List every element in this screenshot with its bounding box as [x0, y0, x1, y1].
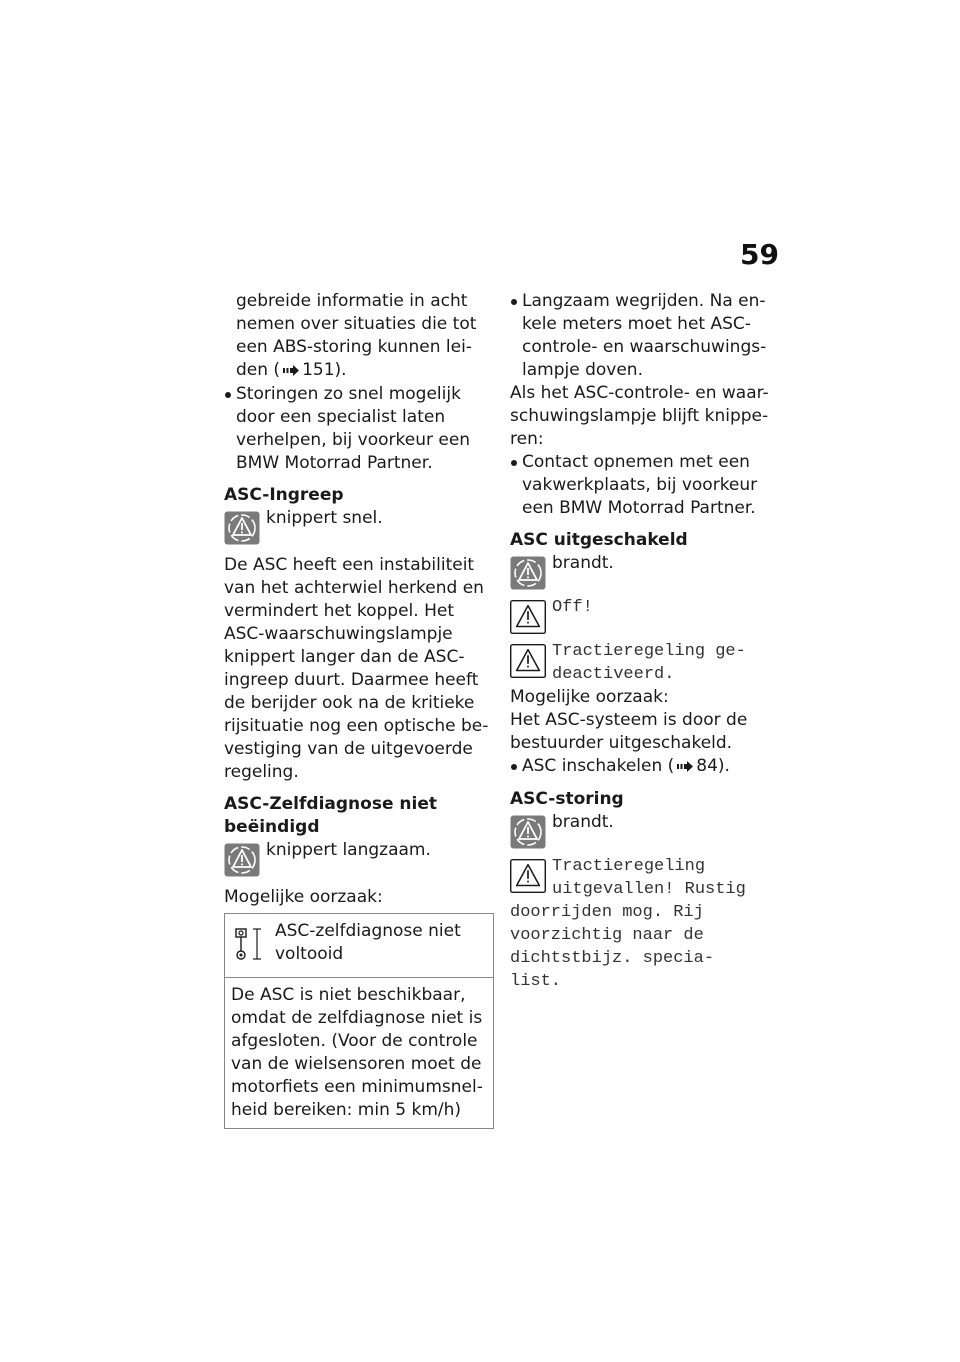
- body-line: de berijder ook na de kritieke: [224, 693, 475, 713]
- left-column: [224, 290, 494, 1129]
- general-warning-triangle-icon: [510, 859, 546, 893]
- table-line: afgesloten. (Voor de controle: [231, 1031, 478, 1051]
- table-head-line: ASC-zelfdiagnose niet: [275, 921, 461, 941]
- cause-table-title: [275, 920, 461, 969]
- general-warning-triangle-icon: [510, 600, 546, 634]
- body-line: regeling.: [224, 762, 299, 782]
- display-line: Tractieregeling: [552, 857, 706, 876]
- body-line: Als het ASC-controle- en waar-: [510, 383, 769, 403]
- cause-table-body: [225, 978, 493, 1128]
- heading-line: beëindigd: [224, 817, 320, 837]
- intro-last-prefix: den (: [236, 360, 281, 380]
- table-line: van de wielsensoren moet de: [231, 1054, 482, 1074]
- bullet-line: Contact opnemen met een: [510, 451, 782, 474]
- display-line: deactiveerd.: [552, 665, 675, 684]
- cause-label: Mogelijke oorzaak:: [224, 887, 383, 907]
- bullet-line: controle- en waarschuwings-: [522, 337, 767, 357]
- page-number: 59: [740, 238, 779, 271]
- asc-warning-lamp-icon: [510, 815, 546, 849]
- display-fault-block: [510, 855, 782, 993]
- body-line: vermindert het koppel. Het: [224, 601, 454, 621]
- bullet-line: Storingen zo snel mogelijk: [224, 383, 494, 406]
- asc-ingreep-body: [224, 554, 494, 784]
- cause-line: Het ASC-systeem is door de: [510, 710, 748, 730]
- table-head-line: voltooid: [275, 944, 344, 964]
- intro-ref: 151).: [302, 360, 347, 380]
- lamp-row-asc-fault: [510, 811, 782, 849]
- right-column: [510, 290, 782, 993]
- display-line: Tractieregeling ge-: [552, 642, 746, 661]
- lamp-row-asc-off: [510, 552, 782, 590]
- heading-line: ASC-Zelfdiagnose niet: [224, 794, 437, 814]
- intro-line-ref: [224, 359, 494, 383]
- display-fault-row: [510, 855, 782, 901]
- table-line: De ASC is niet beschikbaar,: [231, 985, 466, 1005]
- body-line: De ASC heeft een instabiliteit: [224, 555, 475, 575]
- heading-asc-diag: [224, 793, 494, 839]
- lamp-row-asc-ingreep: [224, 507, 494, 545]
- display-line: voorzichtig naar de: [510, 926, 704, 945]
- bullet-enable-asc: [510, 755, 782, 779]
- intro-line: gebreide informatie in acht: [236, 291, 468, 311]
- bullet-slow: [510, 290, 782, 382]
- display-line: list.: [510, 972, 562, 991]
- lamp-row-asc-diag: [224, 839, 494, 877]
- body-line: ren:: [510, 429, 544, 449]
- bullet-ref: 84).: [696, 756, 730, 776]
- bullet-line: een BMW Motorrad Partner.: [522, 498, 756, 518]
- lamp-text: knippert snel.: [266, 508, 383, 528]
- asc-warning-lamp-icon: [224, 511, 260, 545]
- body-line: vestiging van de uitgevoerde: [224, 739, 473, 759]
- reference-arrow-icon: [677, 756, 693, 779]
- cause-table-head: [225, 914, 493, 978]
- bullet-line: lampje doven.: [522, 360, 643, 380]
- bullet-line: Langzaam wegrijden. Na en-: [510, 290, 782, 313]
- bullet-repair: [224, 383, 494, 475]
- lamp-text: knippert langzaam.: [266, 840, 431, 860]
- reference-arrow-icon: [283, 360, 299, 383]
- body-line: van het achterwiel herkend en: [224, 578, 484, 598]
- body-line: ASC-waarschuwingslampje: [224, 624, 453, 644]
- table-line: motorfiets een minimumsnel-: [231, 1077, 483, 1097]
- if-blinks: [510, 382, 782, 451]
- cause-table: [224, 913, 494, 1129]
- body-line: ingreep duurt. Daarmee heeft: [224, 670, 479, 690]
- bullet-line: BMW Motorrad Partner.: [236, 453, 433, 473]
- bullet-line: kele meters moet het ASC-: [522, 314, 751, 334]
- intro-line: nemen over situaties die tot: [236, 314, 477, 334]
- display-line: dichtstbijz. specia-: [510, 949, 715, 968]
- bullet-prefix: ASC inschakelen (: [522, 756, 675, 776]
- display-message: [552, 640, 746, 686]
- lamp-text: brandt.: [552, 812, 614, 832]
- heading-asc-off: ASC uitgeschakeld: [510, 530, 688, 550]
- display-message-head: [552, 855, 746, 901]
- body-line: schuwingslampje blijft knippe-: [510, 406, 769, 426]
- cause-label: Mogelijke oorzaak:: [510, 687, 669, 707]
- bullet-line: verhelpen, bij voorkeur een: [236, 430, 471, 450]
- display-deactivated-row: [510, 640, 782, 686]
- general-warning-triangle-icon: [510, 644, 546, 678]
- table-line: heid bereiken: min 5 km/h): [231, 1100, 462, 1120]
- bullet-line: door een specialist laten: [236, 407, 446, 427]
- bullet-contact: [510, 451, 782, 520]
- display-message: Off!: [552, 598, 593, 617]
- table-line: omdat de zelfdiagnose niet is: [231, 1008, 483, 1028]
- heading-asc-ingreep: ASC-Ingreep: [224, 485, 344, 505]
- display-off-row: [510, 596, 782, 634]
- intro-line: een ABS-storing kunnen lei-: [236, 337, 472, 357]
- body-line: rijsituatie nog een optische be-: [224, 716, 489, 736]
- body-line: knippert langer dan de ASC-: [224, 647, 465, 667]
- heading-asc-fault: ASC-storing: [510, 789, 624, 809]
- wheel-sensor-icon: [233, 926, 269, 969]
- asc-warning-lamp-icon: [224, 843, 260, 877]
- cause-line: bestuurder uitgeschakeld.: [510, 733, 733, 753]
- display-line: doorrijden mog. Rij: [510, 903, 704, 922]
- asc-warning-lamp-icon: [510, 556, 546, 590]
- bullet-line: vakwerkplaats, bij voorkeur: [522, 475, 758, 495]
- display-line: uitgevallen! Rustig: [552, 880, 746, 899]
- lamp-text: brandt.: [552, 553, 614, 573]
